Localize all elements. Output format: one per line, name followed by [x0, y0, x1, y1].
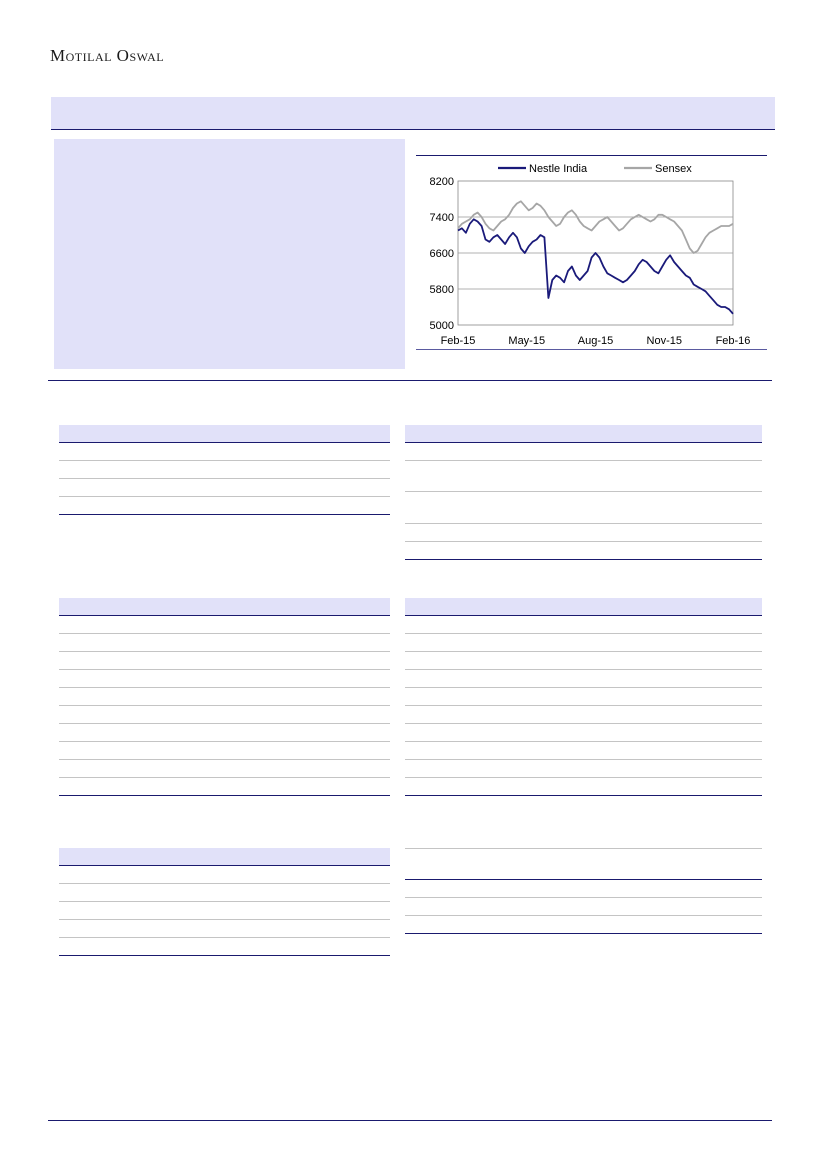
summary-panel: [54, 139, 405, 369]
y-tick-label: 6600: [429, 248, 454, 260]
section-divider: [48, 380, 772, 381]
legend-label: Sensex: [655, 163, 692, 175]
table-row: [405, 760, 762, 778]
table-right-1: [405, 425, 762, 560]
table-row: [59, 634, 390, 652]
table-row: [59, 920, 390, 938]
table-row: [405, 492, 762, 524]
x-tick-label: Feb-15: [440, 335, 476, 347]
brand-logo: Motilal Oswal: [50, 46, 165, 65]
table-row: [405, 742, 762, 760]
table-row: [59, 778, 390, 796]
table-header: [405, 598, 762, 616]
x-tick-label: May-15: [508, 335, 546, 347]
table-row: [405, 898, 762, 916]
x-tick-label: Nov-15: [646, 335, 682, 347]
y-tick-label: 5800: [429, 284, 454, 296]
table-row: [405, 880, 762, 898]
table-left-3: [59, 848, 390, 956]
y-tick-label: 8200: [429, 176, 454, 188]
title-band: [51, 97, 775, 130]
y-tick-label: 7400: [429, 212, 454, 224]
table-row: [59, 706, 390, 724]
table-row: [59, 616, 390, 634]
table-header: [59, 598, 390, 616]
table-header: [59, 848, 390, 866]
table-row: [405, 652, 762, 670]
table-header: [59, 425, 390, 443]
table-row: [59, 866, 390, 884]
table-row: [59, 938, 390, 956]
x-tick-label: Aug-15: [577, 335, 614, 347]
table-row: [59, 724, 390, 742]
table-right-3: [405, 848, 762, 934]
x-tick-label: Feb-16: [715, 335, 751, 347]
table-row: [59, 443, 390, 461]
table-header: [405, 848, 762, 880]
table-row: [405, 916, 762, 934]
table-row: [405, 524, 762, 542]
table-row: [405, 616, 762, 634]
table-row: [59, 760, 390, 778]
table-row: [405, 670, 762, 688]
table-header: [405, 425, 762, 443]
table-row: [59, 479, 390, 497]
table-row: [59, 884, 390, 902]
table-row: [405, 443, 762, 461]
table-row: [59, 742, 390, 760]
table-left-1: [59, 425, 390, 515]
table-right-2: [405, 598, 762, 796]
table-row: [405, 688, 762, 706]
price-performance-chart: [416, 155, 767, 350]
table-row: [59, 670, 390, 688]
table-row: [405, 542, 762, 560]
table-row: [405, 706, 762, 724]
y-tick-label: 5000: [429, 320, 454, 332]
table-row: [59, 461, 390, 479]
footer-rule: [48, 1120, 772, 1121]
table-row: [405, 778, 762, 796]
table-row: [405, 724, 762, 742]
table-row: [59, 652, 390, 670]
table-row: [59, 688, 390, 706]
table-left-2: [59, 598, 390, 796]
table-row: [405, 461, 762, 492]
legend-label: Nestle India: [529, 163, 588, 175]
chart-bottom-rule: [416, 349, 767, 350]
table-row: [59, 497, 390, 515]
table-row: [59, 902, 390, 920]
table-row: [405, 634, 762, 652]
